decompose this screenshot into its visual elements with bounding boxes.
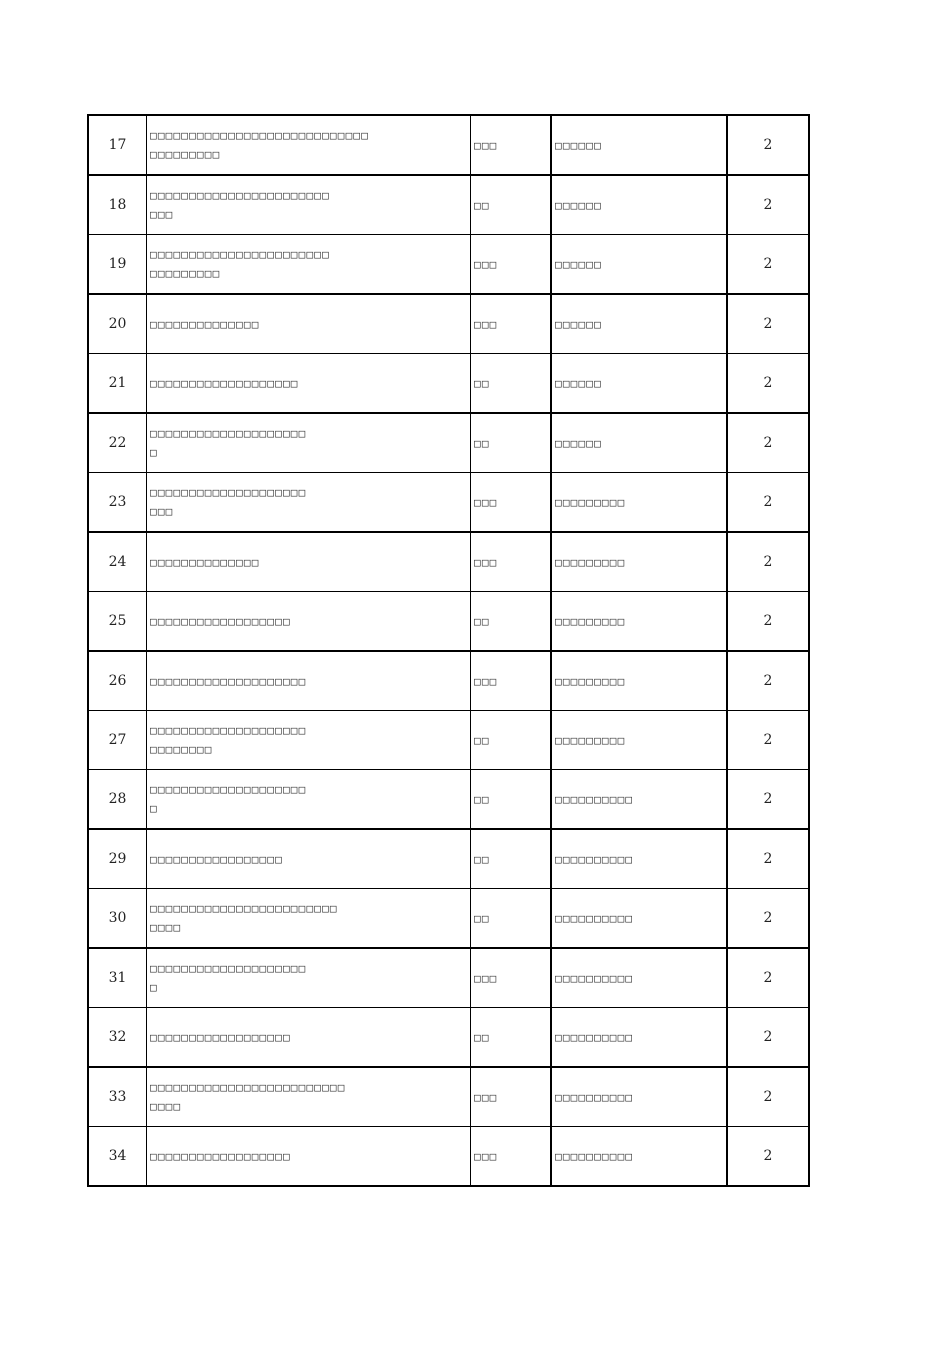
row-index: 24 — [108, 554, 127, 570]
row-type: □□□ — [474, 1149, 498, 1163]
row-index: 25 — [108, 613, 127, 629]
row-name-cell — [147, 1127, 471, 1187]
row-unit: □□□□□□ — [555, 138, 602, 152]
row-index: 27 — [108, 732, 127, 748]
row-type-cell — [471, 889, 552, 949]
table-row — [88, 651, 809, 711]
row-unit: □□□□□□□□□□ — [555, 911, 634, 925]
row-name-line1: □□□□□□□□□□□□□□□□□ — [150, 852, 283, 866]
row-unit-cell — [551, 294, 727, 354]
row-name-line1: □□□□□□□□□□□□□□ — [150, 555, 260, 569]
row-type-cell — [471, 115, 552, 175]
row-unit-cell — [551, 354, 727, 414]
row-type-cell — [471, 175, 552, 235]
row-unit-cell — [551, 651, 727, 711]
row-type: □□ — [474, 792, 490, 806]
row-unit-cell — [551, 175, 727, 235]
row-type: □□ — [474, 733, 490, 747]
row-unit: □□□□□□□□□ — [555, 674, 626, 688]
row-type: □□ — [474, 376, 490, 390]
row-type-cell — [471, 235, 552, 295]
table-body — [88, 115, 809, 1186]
row-type-cell — [471, 354, 552, 414]
row-index: 18 — [108, 197, 127, 213]
row-score: 2 — [763, 494, 773, 510]
table-row — [88, 473, 809, 533]
row-type: □□ — [474, 198, 490, 212]
row-type: □□ — [474, 1030, 490, 1044]
row-type: □□ — [474, 852, 490, 866]
row-name-line2: □□□ — [150, 505, 174, 518]
row-unit: □□□□□□□□□□ — [555, 1149, 634, 1163]
row-score: 2 — [763, 316, 773, 332]
row-type: □□□ — [474, 257, 498, 271]
row-score: 2 — [763, 851, 773, 867]
row-index: 26 — [108, 673, 127, 689]
row-score-cell — [727, 651, 809, 711]
row-name-line1: □□□□□□□□□□□□□□□□□□□□ — [150, 674, 307, 688]
row-index: 29 — [108, 851, 127, 867]
row-name-line2: □□□□ — [150, 1100, 182, 1113]
row-name-cell — [147, 1008, 471, 1068]
row-name-cell — [147, 532, 471, 592]
table-row — [88, 532, 809, 592]
row-name-cell — [147, 889, 471, 949]
row-score: 2 — [763, 197, 773, 213]
row-type: □□□ — [474, 674, 498, 688]
row-type-cell — [471, 1127, 552, 1187]
row-index-cell — [88, 770, 147, 830]
row-index-cell — [88, 115, 147, 175]
table-row — [88, 889, 809, 949]
row-name-cell — [147, 235, 471, 295]
row-index: 22 — [108, 435, 127, 451]
row-unit-cell — [551, 115, 727, 175]
row-unit: □□□□□□ — [555, 436, 602, 450]
row-type-cell — [471, 1008, 552, 1068]
table-row — [88, 592, 809, 652]
row-score-cell — [727, 889, 809, 949]
row-type-cell — [471, 413, 552, 473]
row-unit-cell — [551, 1067, 727, 1127]
row-unit-cell — [551, 770, 727, 830]
row-index-cell — [88, 1127, 147, 1187]
row-name-line1: □□□□□□□□□□□□□□□□□□□□□□□ — [150, 248, 330, 261]
row-name-line1: □□□□□□□□□□□□□□□□□□ — [150, 1030, 291, 1044]
row-score: 2 — [763, 910, 773, 926]
row-type: □□□ — [474, 971, 498, 985]
row-unit: □□□□□□ — [555, 317, 602, 331]
row-unit-cell — [551, 592, 727, 652]
row-score-cell — [727, 711, 809, 770]
row-name-cell — [147, 115, 471, 175]
row-type: □□□ — [474, 138, 498, 152]
row-type: □□ — [474, 911, 490, 925]
row-index-cell — [88, 711, 147, 770]
table-row — [88, 770, 809, 830]
row-type-cell — [471, 651, 552, 711]
row-type-cell — [471, 829, 552, 889]
row-score: 2 — [763, 1148, 773, 1164]
row-name-line1: □□□□□□□□□□□□□□□□□□□□ — [150, 783, 307, 796]
table-row — [88, 1008, 809, 1068]
row-index: 19 — [108, 256, 127, 272]
row-score: 2 — [763, 970, 773, 986]
row-unit: □□□□□□ — [555, 257, 602, 271]
row-name-cell — [147, 294, 471, 354]
row-index-cell — [88, 532, 147, 592]
row-type-cell — [471, 532, 552, 592]
row-index-cell — [88, 829, 147, 889]
table-row — [88, 175, 809, 235]
row-score-cell — [727, 1067, 809, 1127]
row-index-cell — [88, 294, 147, 354]
row-index-cell — [88, 1067, 147, 1127]
row-unit-cell — [551, 711, 727, 770]
row-unit: □□□□□□□□□□ — [555, 1090, 634, 1104]
row-type: □□ — [474, 614, 490, 628]
row-unit: □□□□□□□□□ — [555, 614, 626, 628]
row-type-cell — [471, 592, 552, 652]
row-index-cell — [88, 413, 147, 473]
row-type-cell — [471, 473, 552, 533]
data-table — [87, 114, 810, 1187]
row-score-cell — [727, 175, 809, 235]
row-name-line2: □□□□□□□□ — [150, 743, 213, 756]
table-row — [88, 1067, 809, 1127]
table-row — [88, 115, 809, 175]
row-name-cell — [147, 711, 471, 770]
table-row — [88, 948, 809, 1008]
row-unit: □□□□□□ — [555, 198, 602, 212]
row-unit-cell — [551, 948, 727, 1008]
row-unit-cell — [551, 829, 727, 889]
row-score: 2 — [763, 732, 773, 748]
row-index: 32 — [108, 1029, 127, 1045]
table-row — [88, 235, 809, 295]
row-name-line1: □□□□□□□□□□□□□□□□□□ — [150, 1149, 291, 1163]
row-name-line2: □□□□□□□□□ — [150, 148, 221, 161]
row-score-cell — [727, 592, 809, 652]
row-name-cell — [147, 413, 471, 473]
row-name-cell — [147, 354, 471, 414]
row-index: 17 — [108, 137, 127, 153]
row-unit-cell — [551, 889, 727, 949]
row-name-line1: □□□□□□□□□□□□□□□□□□□□□□□ — [150, 189, 330, 202]
table-row — [88, 829, 809, 889]
row-unit-cell — [551, 235, 727, 295]
row-name-line2: □ — [150, 446, 158, 459]
row-name-line1: □□□□□□□□□□□□□□□□□□□□ — [150, 486, 307, 499]
row-name-cell — [147, 175, 471, 235]
row-name-line1: □□□□□□□□□□□□□□□□□□□□ — [150, 427, 307, 440]
row-score-cell — [727, 294, 809, 354]
row-unit-cell — [551, 413, 727, 473]
row-index: 21 — [108, 375, 127, 391]
row-type-cell — [471, 948, 552, 1008]
row-name-line2: □□□ — [150, 208, 174, 221]
row-name-line2: □ — [150, 981, 158, 994]
table-row — [88, 413, 809, 473]
row-name-cell — [147, 948, 471, 1008]
row-index: 30 — [108, 910, 127, 926]
row-index-cell — [88, 473, 147, 533]
row-index: 20 — [108, 316, 127, 332]
row-index-cell — [88, 235, 147, 295]
row-index-cell — [88, 948, 147, 1008]
row-score-cell — [727, 473, 809, 533]
row-unit: □□□□□□□□□ — [555, 733, 626, 747]
row-score-cell — [727, 1008, 809, 1068]
row-name-line1: □□□□□□□□□□□□□□□□□□□ — [150, 376, 299, 390]
table-row — [88, 1127, 809, 1187]
row-name-cell — [147, 770, 471, 830]
table-row — [88, 294, 809, 354]
row-unit: □□□□□□□□□□ — [555, 971, 634, 985]
row-name-line1: □□□□□□□□□□□□□□□□□□□□ — [150, 724, 307, 737]
row-name-cell — [147, 651, 471, 711]
row-type: □□ — [474, 436, 490, 450]
row-index-cell — [88, 175, 147, 235]
row-score-cell — [727, 115, 809, 175]
table-row — [88, 354, 809, 414]
row-type: □□□ — [474, 317, 498, 331]
row-score-cell — [727, 532, 809, 592]
row-score-cell — [727, 770, 809, 830]
row-index: 31 — [108, 970, 127, 986]
row-type-cell — [471, 294, 552, 354]
row-name-line1: □□□□□□□□□□□□□□□□□□□□ — [150, 962, 307, 975]
row-name-line2: □□□□□□□□□ — [150, 267, 221, 280]
row-score-cell — [727, 948, 809, 1008]
row-index-cell — [88, 889, 147, 949]
row-score-cell — [727, 354, 809, 414]
row-unit-cell — [551, 473, 727, 533]
row-index: 33 — [108, 1089, 127, 1105]
row-name-line1: □□□□□□□□□□□□□□□□□□ — [150, 614, 291, 628]
row-index: 34 — [108, 1148, 127, 1164]
row-unit: □□□□□□□□□□ — [555, 1030, 634, 1044]
row-name-cell — [147, 473, 471, 533]
row-score: 2 — [763, 613, 773, 629]
row-name-line1: □□□□□□□□□□□□□□□□□□□□□□□□□□□□ — [150, 129, 370, 142]
row-name-cell — [147, 1067, 471, 1127]
row-score: 2 — [763, 435, 773, 451]
row-type-cell — [471, 1067, 552, 1127]
row-index: 28 — [108, 791, 127, 807]
row-type-cell — [471, 770, 552, 830]
row-type: □□□ — [474, 555, 498, 569]
row-score: 2 — [763, 375, 773, 391]
row-unit-cell — [551, 532, 727, 592]
row-index: 23 — [108, 494, 127, 510]
row-score-cell — [727, 1127, 809, 1187]
row-name-line1: □□□□□□□□□□□□□□□□□□□□□□□□ — [150, 902, 338, 915]
row-index-cell — [88, 354, 147, 414]
row-name-cell — [147, 592, 471, 652]
row-index-cell — [88, 651, 147, 711]
row-name-cell — [147, 829, 471, 889]
row-score-cell — [727, 413, 809, 473]
row-unit: □□□□□□□□□ — [555, 495, 626, 509]
row-name-line2: □ — [150, 802, 158, 815]
row-unit-cell — [551, 1008, 727, 1068]
row-index-cell — [88, 1008, 147, 1068]
row-score: 2 — [763, 137, 773, 153]
row-unit: □□□□□□□□□□ — [555, 852, 634, 866]
row-score: 2 — [763, 554, 773, 570]
row-score-cell — [727, 829, 809, 889]
row-score: 2 — [763, 1029, 773, 1045]
row-type-cell — [471, 711, 552, 770]
row-name-line1: □□□□□□□□□□□□□□ — [150, 317, 260, 331]
row-score: 2 — [763, 1089, 773, 1105]
row-type: □□□ — [474, 1090, 498, 1104]
row-score: 2 — [763, 791, 773, 807]
row-unit: □□□□□□□□□ — [555, 555, 626, 569]
table-row — [88, 711, 809, 770]
row-score: 2 — [763, 673, 773, 689]
row-unit: □□□□□□ — [555, 376, 602, 390]
row-name-line1: □□□□□□□□□□□□□□□□□□□□□□□□□ — [150, 1081, 346, 1094]
row-unit: □□□□□□□□□□ — [555, 792, 634, 806]
row-score: 2 — [763, 256, 773, 272]
row-score-cell — [727, 235, 809, 295]
row-unit-cell — [551, 1127, 727, 1187]
row-type: □□□ — [474, 495, 498, 509]
row-name-line2: □□□□ — [150, 921, 182, 934]
row-index-cell — [88, 592, 147, 652]
